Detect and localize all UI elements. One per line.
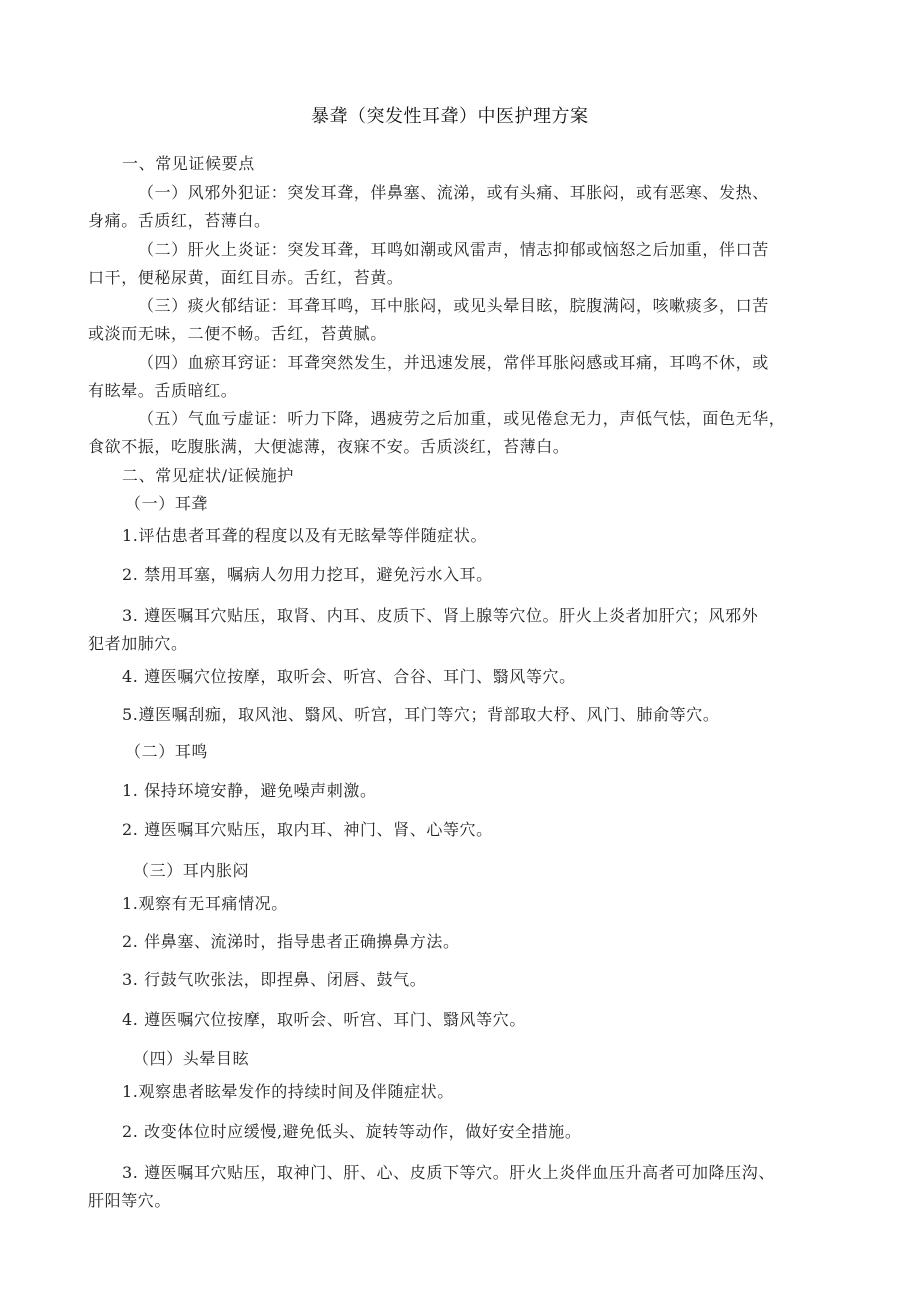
dizziness-item-3-line1: 3. 遵医嘱耳穴贴压，取神门、肝、心、皮质下等穴。肝火上炎伴血压升高者可加降压沟、 xyxy=(122,1163,775,1182)
deafness-item-3-line2: 犯者加肺穴。 xyxy=(88,634,188,653)
deafness-item-2: 2. 禁用耳塞，嘱病人勿用力挖耳，避免污水入耳。 xyxy=(122,565,493,584)
deafness-item-3-line1: 3. 遵医嘱耳穴贴压，取肾、内耳、皮质下、肾上腺等穴位。肝火上炎者加肝穴；风邪外 xyxy=(122,606,759,625)
ear-fullness-item-4: 4. 遵医嘱穴位按摩，取听会、听宫、耳门、翳风等穴。 xyxy=(122,1010,526,1029)
ear-fullness-item-1: 1.观察有无耳痛情况。 xyxy=(122,894,288,913)
syndrome-5-line2: 食欲不振，吃腹胀满，大便滤薄，夜寐不安。舌质淡红，苔薄白。 xyxy=(88,437,570,456)
dizziness-item-3-line2: 肝阳等穴。 xyxy=(88,1191,172,1210)
dizziness-item-1: 1.观察患者眩晕发作的持续时间及伴随症状。 xyxy=(122,1082,454,1101)
subsection-heading-tinnitus: （二）耳鸣 xyxy=(125,742,209,761)
syndrome-1-line1: （一）风邪外犯证：突发耳聋，伴鼻塞、流涕，或有头痛、耳胀闷，或有恶寒、发热、 xyxy=(138,183,769,202)
syndrome-3-line2: 或淡而无味，二便不畅。舌红，苔黄腻。 xyxy=(88,324,387,343)
tinnitus-item-2: 2. 遵医嘱耳穴贴压，取内耳、神门、肾、心等穴。 xyxy=(122,820,493,839)
section-heading-1: 一、常见证候要点 xyxy=(122,154,255,173)
deafness-item-1: 1.评估患者耳聋的程度以及有无眩晕等伴随症状。 xyxy=(122,526,488,545)
syndrome-2-line1: （二）肝火上炎证：突发耳聋，耳鸣如潮或风雷声，情志抑郁或恼怒之后加重，伴口苦 xyxy=(138,240,769,259)
subsection-heading-dizziness: （四）头晕目眩 xyxy=(133,1049,250,1068)
syndrome-4-line2: 有眩晕。舌质暗红。 xyxy=(88,381,238,400)
syndrome-5-line1: （五）气血亏虚证：听力下降，遇疲劳之后加重，或见倦怠无力，声低气怯，面色无华， xyxy=(138,409,786,428)
ear-fullness-item-3: 3. 行鼓气吹张法，即捏鼻、闭唇、鼓气。 xyxy=(122,970,427,989)
ear-fullness-item-2: 2. 伴鼻塞、流涕时，指导患者正确擤鼻方法。 xyxy=(122,932,460,951)
page-title: 暴聋（突发性耳聋）中医护理方案 xyxy=(311,106,589,127)
deafness-item-4: 4. 遵医嘱穴位按摩，取听会、听宫、合谷、耳门、翳风等穴。 xyxy=(122,667,576,686)
syndrome-3-line1: （三）痰火郁结证：耳聋耳鸣，耳中胀闷，或见头晕目眩，脘腹满闷，咳嗽痰多，口苦 xyxy=(138,296,769,315)
tinnitus-item-1: 1. 保持环境安静，避免噪声刺激。 xyxy=(122,781,377,800)
syndrome-2-line2: 口干，便秘尿黄，面红目赤。舌红，苔黄。 xyxy=(88,268,404,287)
syndrome-1-line2: 身痛。舌质红，苔薄白。 xyxy=(88,211,271,230)
section-heading-2: 二、常见症状/证候施护 xyxy=(122,466,294,485)
deafness-item-5: 5.遵医嘱刮痂，取风池、翳风、听宫，耳门等穴；背部取大杼、风门、肺俞等穴。 xyxy=(122,705,720,724)
subsection-heading-deafness: （一）耳聋 xyxy=(125,494,209,513)
dizziness-item-2: 2. 改变体位时应缓慢,避免低头、旋转等动作，做好安全措施。 xyxy=(122,1122,582,1141)
subsection-heading-ear-fullness: （三）耳内胀闷 xyxy=(133,861,250,880)
syndrome-4-line1: （四）血瘀耳窍证：耳聋突然发生，并迅速发展，常伴耳胀闷感或耳痛，耳鸣不休，或 xyxy=(138,353,769,372)
